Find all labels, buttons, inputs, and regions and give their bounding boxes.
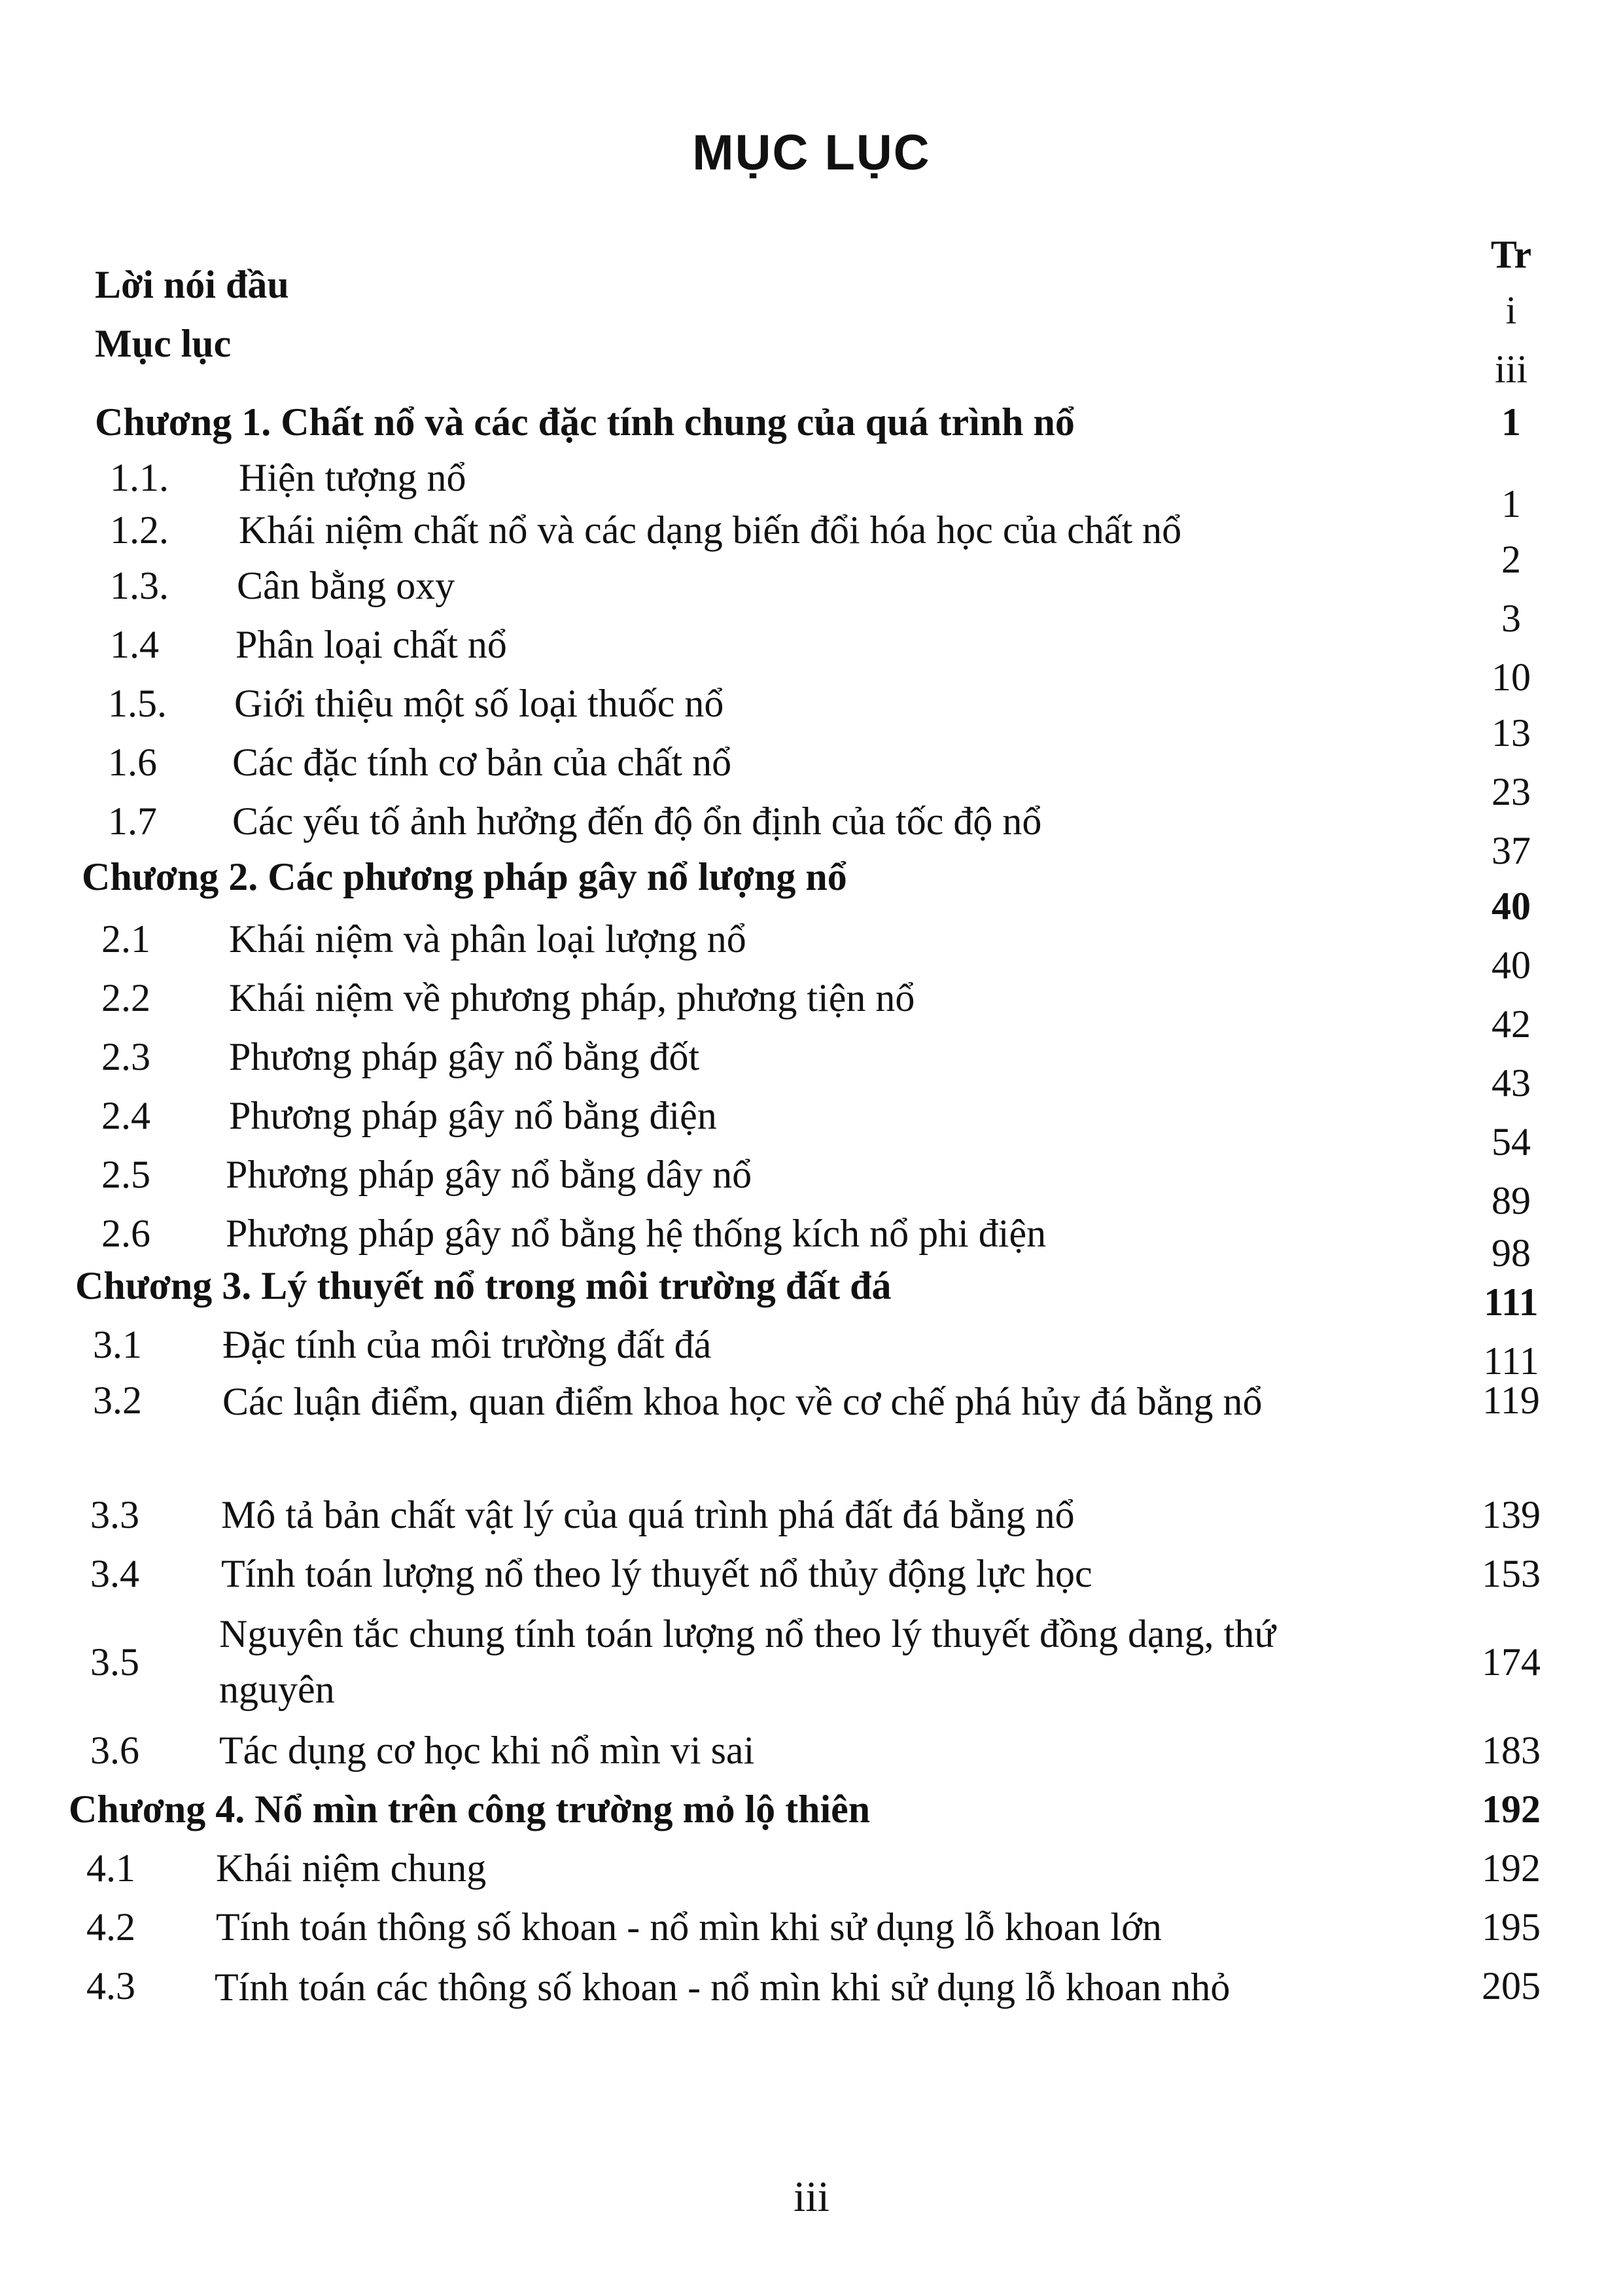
toc-section-text: Phân loại chất nổ <box>236 623 507 666</box>
toc-section-text: Khái niệm chung <box>216 1846 487 1890</box>
toc-entry-page: i <box>1505 289 1517 332</box>
toc-section-text: Phương pháp gây nổ bằng điện <box>229 1094 717 1137</box>
toc-section <box>0 1089 1623 1163</box>
toc-section <box>0 559 1623 640</box>
toc-section <box>0 1148 1623 1222</box>
toc-section-text: Mô tả bản chất vật lý của quá trình phá đất đá bằng nổ <box>221 1493 1075 1536</box>
toc-chapter <box>0 1260 1623 1324</box>
toc-section-number: 1.1. <box>110 456 169 499</box>
toc-section-page: 42 <box>1492 1002 1531 1046</box>
toc-section-page: 54 <box>1492 1120 1531 1163</box>
toc-section <box>0 972 1623 1046</box>
toc-section-text: Đặc tính của môi trường đất đá <box>222 1323 712 1366</box>
toc-section-text: Tính toán thông số khoan - nổ mìn khi sử dụng lỗ khoan lớn <box>216 1905 1162 1949</box>
toc-section-text: Phương pháp gây nổ bằng dây nổ <box>226 1153 752 1196</box>
toc-section <box>0 1901 1623 1953</box>
toc-chapter-page: 192 <box>1482 1788 1541 1831</box>
toc-section-page: 1 <box>1501 482 1521 525</box>
toc-section-page: 183 <box>1482 1729 1541 1772</box>
toc-section-page: 111 <box>1483 1339 1539 1383</box>
toc-section-text: Giới thiệu một số loại thuốc nổ <box>234 682 724 725</box>
toc-section-page: 40 <box>1492 944 1531 987</box>
toc-section-text: Các luận điểm, quan điểm khoa học về cơ chế phá hủy đá bằng nổ <box>222 1380 1263 1423</box>
toc-section-page: 89 <box>1492 1179 1531 1222</box>
toc-section-page: 195 <box>1482 1905 1541 1949</box>
toc-chapter-page: 111 <box>1484 1280 1539 1324</box>
toc-chapter-text: Chương 2. Các phương pháp gây nổ lượng nổ <box>82 855 847 898</box>
toc-section <box>0 1207 1623 1275</box>
toc-section-page: 43 <box>1492 1061 1531 1104</box>
toc-section-text: Nguyên tắc chung tính toán lượng nổ theo lý thuyết đồng dạng, thứ nguyên <box>219 1612 1276 1711</box>
toc-section-number: 1.2. <box>110 508 169 552</box>
toc-entry-front <box>0 317 1623 370</box>
toc-section-page: 174 <box>1482 1640 1541 1684</box>
toc-section <box>0 795 1623 872</box>
toc-section-number: 3.3 <box>90 1493 139 1536</box>
page-number: iii <box>793 2173 829 2221</box>
toc-entry-text: Lời nói đầu <box>95 263 289 306</box>
toc-section-page: 205 <box>1482 1964 1541 2007</box>
page-column-header: Tr <box>1490 233 1532 276</box>
toc-section <box>0 1318 1623 1383</box>
toc-section-text: Phương pháp gây nổ bằng hệ thống kích nổ phi điện <box>226 1212 1047 1255</box>
toc-section-number: 4.3 <box>86 1964 135 2007</box>
toc-section-number: 3.6 <box>90 1729 139 1772</box>
toc-chapter-text: Chương 1. Chất nổ và các đặc tính chung của quá trình nổ <box>95 400 1075 444</box>
toc-section-page: 37 <box>1492 829 1531 872</box>
toc-section-number: 1.7 <box>108 800 157 843</box>
toc-section <box>0 913 1623 987</box>
toc-section-number: 1.5. <box>108 682 167 725</box>
toc-section-text: Các yếu tố ảnh hưởng đến độ ổn định của tốc độ nổ <box>232 800 1042 843</box>
toc-section-number: 4.1 <box>86 1846 135 1890</box>
toc-section-number: 3.4 <box>90 1552 139 1595</box>
toc-section-text: Khái niệm chất nổ và các dạng biến đổi hóa học của chất nổ <box>239 508 1182 552</box>
toc-section-page: 192 <box>1482 1846 1541 1890</box>
toc-section-text: Tác dụng cơ học khi nổ mìn vi sai <box>219 1729 755 1772</box>
toc-section <box>0 1842 1623 1894</box>
toc-section-number: 1.6 <box>108 741 157 784</box>
toc-section <box>0 1960 1623 2071</box>
toc-section-text: Khái niệm và phân loại lượng nổ <box>229 917 746 961</box>
toc-section-text: Tính toán các thông số khoan - nổ mìn khi sử dụng lỗ khoan nhỏ <box>215 1966 1230 2009</box>
toc-section-number: 2.1 <box>101 917 150 961</box>
toc-section <box>0 451 1623 525</box>
toc-section-text: Cân bằng oxy <box>237 564 455 607</box>
toc-chapter-page: 1 <box>1501 400 1521 444</box>
toc-entry-front <box>0 258 1623 311</box>
toc-section-number: 2.2 <box>101 976 150 1019</box>
toc-section-number: 1.4 <box>110 623 159 666</box>
toc-section <box>0 1374 1623 1485</box>
toc-chapter-text: Chương 3. Lý thuyết nổ trong môi trường đất đá <box>75 1264 892 1307</box>
toc-section-page: 13 <box>1492 711 1531 754</box>
toc-chapter <box>0 1783 1623 1835</box>
toc-section <box>0 618 1623 699</box>
toc-section <box>0 1547 1623 1600</box>
toc-section-number: 2.3 <box>101 1035 150 1078</box>
toc-section-text: Khái niệm về phương pháp, phương tiện nổ <box>229 976 915 1019</box>
toc-chapter <box>0 851 1623 928</box>
toc-section-page: 139 <box>1482 1493 1541 1536</box>
toc-section-text: Tính toán lượng nổ theo lý thuyết nổ thủy động lực học <box>221 1552 1092 1595</box>
toc-section <box>0 677 1623 754</box>
toc-section-text: Các đặc tính cơ bản của chất nổ <box>232 741 732 784</box>
toc-section <box>0 1031 1623 1104</box>
toc-section-number: 3.5 <box>90 1640 139 1684</box>
toc-section-number: 3.2 <box>93 1379 142 1422</box>
toc-section-number: 1.3. <box>110 564 169 607</box>
toc-section-page: 119 <box>1482 1379 1540 1422</box>
toc-section <box>0 1606 1623 1718</box>
toc-section-number: 4.2 <box>86 1905 135 1949</box>
toc-chapter <box>0 396 1623 448</box>
toc-entry-page: iii <box>1494 347 1527 391</box>
toc-section <box>0 1489 1623 1541</box>
toc-section-page: 98 <box>1492 1231 1531 1275</box>
toc-section-page: 10 <box>1492 656 1531 699</box>
toc-section <box>0 1724 1623 1776</box>
toc-entry-text: Mục lục <box>95 322 232 365</box>
toc-section-page: 2 <box>1501 538 1521 581</box>
toc-chapter-page: 40 <box>1492 885 1531 928</box>
toc-section-number: 2.6 <box>101 1212 150 1255</box>
toc-section-number: 3.1 <box>93 1323 142 1366</box>
toc-chapter-text: Chương 4. Nổ mìn trên công trường mỏ lộ thiên <box>69 1788 871 1831</box>
toc-section-number: 2.5 <box>101 1153 150 1196</box>
toc-section-text: Hiện tượng nổ <box>239 456 466 499</box>
toc-section-page: 153 <box>1482 1552 1541 1595</box>
toc-section <box>0 736 1623 813</box>
toc-section-number: 2.4 <box>101 1094 150 1137</box>
toc-section-text: Phương pháp gây nổ bằng đốt <box>229 1035 700 1078</box>
toc-section <box>0 504 1623 581</box>
page-title: MỤC LỤC <box>692 125 931 181</box>
toc-section-page: 23 <box>1492 770 1531 813</box>
toc-section-page: 3 <box>1501 597 1521 640</box>
